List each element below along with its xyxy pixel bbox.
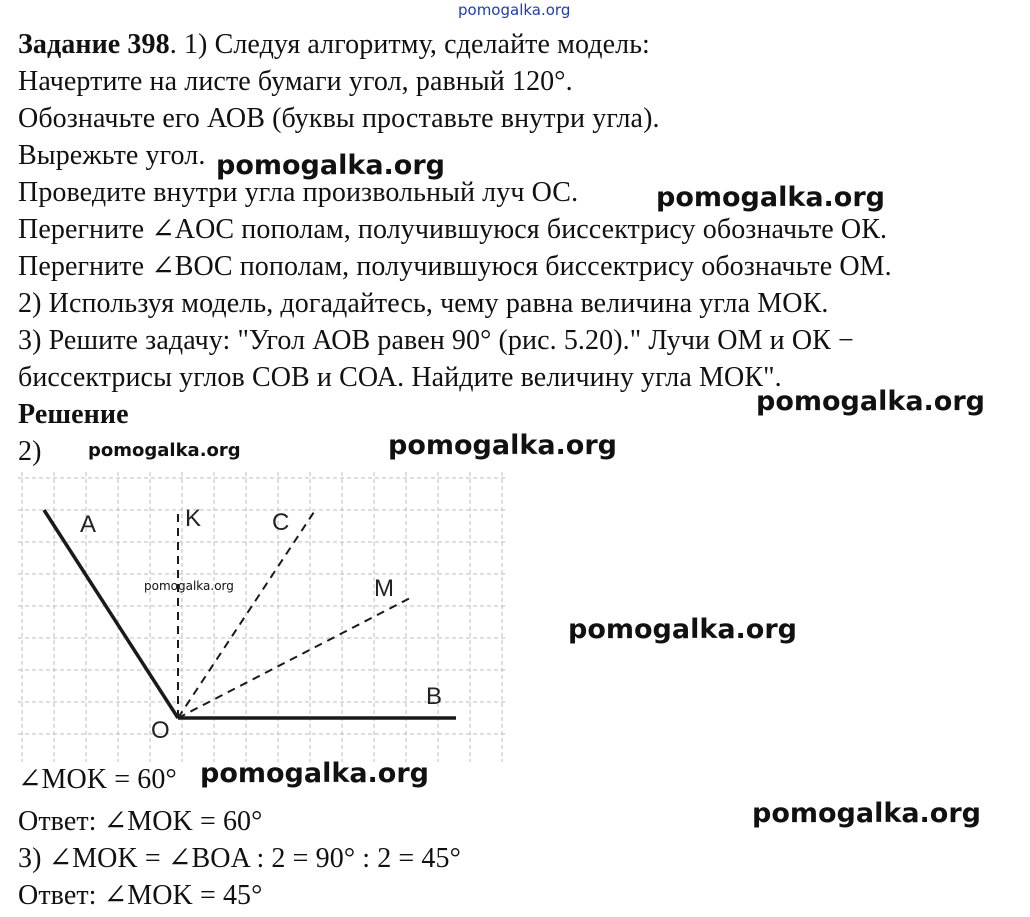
solution-result-line: ∠MOK = 60° — [18, 764, 177, 795]
label-m: M — [374, 575, 394, 602]
label-o: O — [151, 717, 170, 744]
label-a: A — [80, 511, 97, 538]
label-b: B — [426, 683, 443, 710]
watermark-3: pomogalka.org — [756, 386, 985, 417]
task-label: Задание 398 — [18, 29, 170, 60]
answer-1: Ответ: ∠MOK = 60° — [18, 806, 263, 837]
label-c: C — [272, 509, 290, 536]
task-line-10: биссектрисы углов СОВ и СОА. Найдите величину угла МОК". — [18, 362, 782, 393]
ray-om — [178, 596, 414, 718]
task-line-2: Начертите на листе бумаги угол, равный 120°. — [18, 66, 573, 97]
task-line-5: Проведите внутри угла произвольный луч ОС. — [18, 177, 579, 208]
task-line-1 — [18, 28, 650, 62]
task-line-4: Вырежьте угол. — [18, 140, 206, 171]
watermark-1: pomogalka.org — [216, 150, 445, 181]
watermark-7: pomogalka.org — [200, 758, 429, 789]
answer-2: Ответ: ∠MOK = 45° — [18, 880, 263, 911]
figure-watermark: pomogalka.org — [144, 579, 234, 593]
part3-line: 3) ∠MOK = ∠BOA : 2 = 90° : 2 = 45° — [18, 843, 461, 874]
task-line-9: 3) Решите задачу: "Угол АОВ равен 90° (рис. 5.20)." Лучи ОМ и ОК − — [18, 325, 854, 356]
label-k: K — [185, 505, 202, 532]
task-line-8: 2) Используя модель, догадайтесь, чему равна величина угла МОК. — [18, 288, 829, 319]
task-line-6: Перегните ∠AOC пополам, получившуюся биссектрису обозначьте ОК. — [18, 214, 888, 245]
watermark-4: pomogalka.org — [88, 440, 241, 461]
watermark-2: pomogalka.org — [656, 182, 885, 213]
watermark-6: pomogalka.org — [568, 614, 797, 645]
task-line-1-text: . 1) Следуя алгоритму, сделайте модель: — [169, 29, 650, 60]
task-line-3: Обозначьте его АОВ (буквы проставьте внутри угла). — [18, 103, 660, 134]
solution-heading: Решение — [18, 399, 129, 430]
watermark-8: pomogalka.org — [752, 798, 981, 829]
solution-part2-label: 2) — [18, 436, 42, 467]
task-line-7: Перегните ∠BOC пополам, получившуюся биссектрису обозначьте ОМ. — [18, 251, 892, 282]
watermark-5: pomogalka.org — [388, 430, 617, 461]
site-watermark-top[interactable]: pomogalka.org — [458, 1, 571, 19]
ray-oa — [44, 510, 178, 718]
angle-figure — [18, 472, 508, 762]
